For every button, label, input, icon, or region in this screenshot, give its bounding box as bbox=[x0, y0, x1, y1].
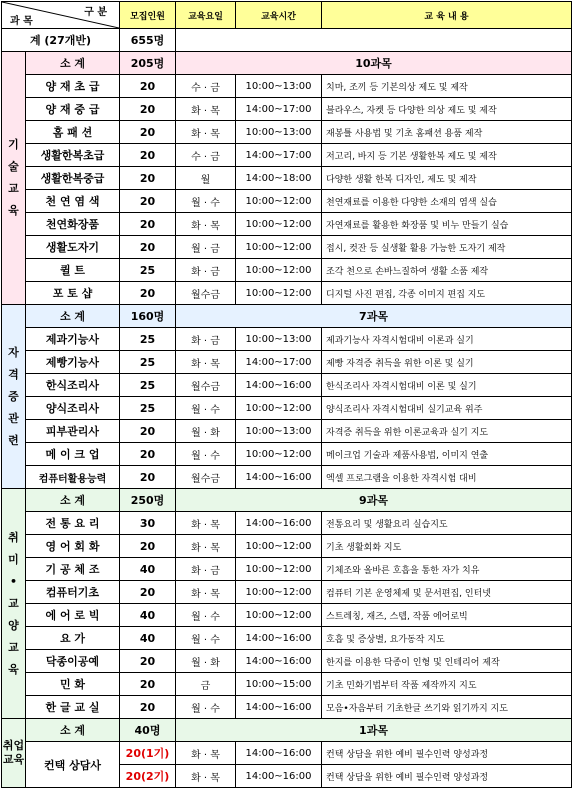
category-cell: 취업 교육 bbox=[2, 719, 26, 788]
course-name: 컴퓨터기초 bbox=[26, 581, 120, 604]
course-days: 화 · 목 bbox=[176, 351, 236, 374]
course-time: 10:00~12:00 bbox=[236, 397, 322, 420]
course-days: 화 · 목 bbox=[176, 121, 236, 144]
course-content: 저고리, 바지 등 기본 생활한복 제도 및 제작 bbox=[322, 144, 572, 167]
course-content: 제과기능사 자격시험대비 이론과 실기 bbox=[322, 328, 572, 351]
course-count: 20 bbox=[120, 144, 176, 167]
course-count: 30 bbox=[120, 512, 176, 535]
table-row bbox=[2, 144, 572, 167]
table-row bbox=[2, 282, 572, 305]
table-row bbox=[2, 581, 572, 604]
course-days: 월수금 bbox=[176, 374, 236, 397]
course-count: 20 bbox=[120, 121, 176, 144]
course-days: 화 · 목 bbox=[176, 581, 236, 604]
course-count: 20 bbox=[120, 581, 176, 604]
header-days: 교육요일 bbox=[176, 2, 236, 29]
subtotal-row bbox=[2, 52, 572, 75]
course-name: 전 통 요 리 bbox=[26, 512, 120, 535]
course-name: 영 어 회 화 bbox=[26, 535, 120, 558]
course-days: 월 · 금 bbox=[176, 236, 236, 259]
course-days: 월 bbox=[176, 167, 236, 190]
table-row bbox=[2, 328, 572, 351]
course-time: 10:00~12:00 bbox=[236, 213, 322, 236]
course-name: 퀼 트 bbox=[26, 259, 120, 282]
course-content: 엑셀 프로그램을 이용한 자격시험 대비 bbox=[322, 466, 572, 489]
course-time: 14:00~16:00 bbox=[236, 466, 322, 489]
course-days: 화 · 금 bbox=[176, 259, 236, 282]
course-content: 치마, 조끼 등 기본의상 제도 및 제작 bbox=[322, 75, 572, 98]
header-recruit: 모집인원 bbox=[120, 2, 176, 29]
course-time: 14:00~16:00 bbox=[236, 696, 322, 719]
course-count: 20 bbox=[120, 466, 176, 489]
subtotal-row bbox=[2, 305, 572, 328]
course-content: 전통요리 및 생활요리 실습지도 bbox=[322, 512, 572, 535]
course-time: 14:00~16:00 bbox=[236, 650, 322, 673]
course-content: 조각 천으로 손바느질하여 생활 소품 제작 bbox=[322, 259, 572, 282]
course-name: 양 재 초 급 bbox=[26, 75, 120, 98]
course-name: 메 이 크 업 bbox=[26, 443, 120, 466]
course-count: 20 bbox=[120, 236, 176, 259]
total-row bbox=[2, 29, 572, 52]
course-time: 14:00~17:00 bbox=[236, 144, 322, 167]
course-count: 20 bbox=[120, 282, 176, 305]
course-name: 천 연 염 색 bbox=[26, 190, 120, 213]
course-content: 모음•자음부터 기초한글 쓰기와 읽기까지 지도 bbox=[322, 696, 572, 719]
course-time: 10:00~12:00 bbox=[236, 259, 322, 282]
course-days: 월 · 화 bbox=[176, 650, 236, 673]
total-count: 655명 bbox=[120, 29, 176, 52]
course-content: 한식조리사 자격시험대비 이론 및 실기 bbox=[322, 374, 572, 397]
course-time: 10:00~12:00 bbox=[236, 190, 322, 213]
course-count: 20 bbox=[120, 443, 176, 466]
table-row bbox=[2, 742, 572, 765]
table-row bbox=[2, 420, 572, 443]
course-content: 컨택 상담을 위한 예비 필수인력 양성과정 bbox=[322, 742, 572, 765]
course-count: 20(1기) bbox=[120, 742, 176, 765]
course-count: 25 bbox=[120, 374, 176, 397]
course-time: 10:00~12:00 bbox=[236, 581, 322, 604]
course-content: 스트레칭, 재즈, 스텝, 작품 에어로빅 bbox=[322, 604, 572, 627]
course-time: 10:00~12:00 bbox=[236, 236, 322, 259]
course-days: 화 · 금 bbox=[176, 328, 236, 351]
course-name: 한식조리사 bbox=[26, 374, 120, 397]
course-content: 컨택 상담을 위한 예비 필수인력 양성과정 bbox=[322, 765, 572, 788]
subtotal-label: 소 계 bbox=[26, 489, 120, 512]
course-name: 컨택 상담사 bbox=[26, 742, 120, 788]
course-time: 14:00~16:00 bbox=[236, 742, 322, 765]
course-time: 10:00~12:00 bbox=[236, 535, 322, 558]
course-content: 컴퓨터 기본 운영체제 및 문서편집, 인터넷 bbox=[322, 581, 572, 604]
course-name: 양식조리사 bbox=[26, 397, 120, 420]
table-row bbox=[2, 443, 572, 466]
course-days: 월수금 bbox=[176, 282, 236, 305]
table-row bbox=[2, 696, 572, 719]
table-row bbox=[2, 374, 572, 397]
course-days: 월 · 수 bbox=[176, 443, 236, 466]
course-count: 20 bbox=[120, 213, 176, 236]
course-time: 10:00~12:00 bbox=[236, 282, 322, 305]
course-time: 10:00~12:00 bbox=[236, 443, 322, 466]
course-content: 천연재료를 이용한 다양한 소재의 염색 실습 bbox=[322, 190, 572, 213]
course-name: 피부관리사 bbox=[26, 420, 120, 443]
course-count: 25 bbox=[120, 351, 176, 374]
course-time: 14:00~16:00 bbox=[236, 374, 322, 397]
course-time: 10:00~13:00 bbox=[236, 121, 322, 144]
course-days: 수 · 금 bbox=[176, 144, 236, 167]
course-time: 14:00~17:00 bbox=[236, 351, 322, 374]
course-name: 천연화장품 bbox=[26, 213, 120, 236]
course-time: 10:00~13:00 bbox=[236, 75, 322, 98]
category-cell: 자 격 증 관 련 bbox=[2, 305, 26, 489]
subtotal-count: 40명 bbox=[120, 719, 176, 742]
course-count: 25 bbox=[120, 397, 176, 420]
total-label: 계 (27개반) bbox=[2, 29, 120, 52]
table-row bbox=[2, 397, 572, 420]
course-name: 제과기능사 bbox=[26, 328, 120, 351]
diagonal-header-cell bbox=[2, 2, 120, 29]
table-row bbox=[2, 213, 572, 236]
course-days: 월 · 수 bbox=[176, 397, 236, 420]
subtotal-label: 소 계 bbox=[26, 52, 120, 75]
course-content: 기초 민화기법부터 작품 제작까지 지도 bbox=[322, 673, 572, 696]
table-row bbox=[2, 558, 572, 581]
course-time: 14:00~16:00 bbox=[236, 512, 322, 535]
course-name: 생활한복중급 bbox=[26, 167, 120, 190]
course-name: 제빵기능사 bbox=[26, 351, 120, 374]
course-time: 14:00~16:00 bbox=[236, 627, 322, 650]
table-row bbox=[2, 466, 572, 489]
course-count: 20 bbox=[120, 420, 176, 443]
course-count: 20 bbox=[120, 696, 176, 719]
course-count: 25 bbox=[120, 259, 176, 282]
table-row bbox=[2, 673, 572, 696]
course-days: 금 bbox=[176, 673, 236, 696]
course-content: 접시, 컷잔 등 실생활 활용 가능한 도자기 제작 bbox=[322, 236, 572, 259]
course-content: 제빵 자격증 취득을 위한 이론 및 실기 bbox=[322, 351, 572, 374]
course-days: 수 · 금 bbox=[176, 75, 236, 98]
header-time: 교육시간 bbox=[236, 2, 322, 29]
course-count: 20 bbox=[120, 535, 176, 558]
course-content: 자연재료를 활용한 화장품 및 비누 만들기 실습 bbox=[322, 213, 572, 236]
category-cell: 기 술 교 육 bbox=[2, 52, 26, 305]
subtotal-count: 205명 bbox=[120, 52, 176, 75]
course-time: 10:00~13:00 bbox=[236, 328, 322, 351]
subtotal-row bbox=[2, 719, 572, 742]
course-time: 10:00~13:00 bbox=[236, 420, 322, 443]
course-content: 한지를 이용한 닥종이 인형 및 인테리어 제작 bbox=[322, 650, 572, 673]
total-blank bbox=[176, 29, 572, 52]
course-name: 닥종이공예 bbox=[26, 650, 120, 673]
course-content: 디지털 사진 편집, 각종 이미지 편집 지도 bbox=[322, 282, 572, 305]
course-count: 40 bbox=[120, 558, 176, 581]
course-count: 20 bbox=[120, 673, 176, 696]
course-count: 20 bbox=[120, 190, 176, 213]
course-count: 20 bbox=[120, 98, 176, 121]
course-count: 20 bbox=[120, 75, 176, 98]
table-row bbox=[2, 259, 572, 282]
course-name: 홈 패 션 bbox=[26, 121, 120, 144]
course-days: 화 · 목 bbox=[176, 98, 236, 121]
course-name: 한 글 교 실 bbox=[26, 696, 120, 719]
subtotal-row bbox=[2, 489, 572, 512]
table-row bbox=[2, 190, 572, 213]
course-name: 기 공 체 조 bbox=[26, 558, 120, 581]
course-name: 포 토 샵 bbox=[26, 282, 120, 305]
course-content: 기초 생활회화 지도 bbox=[322, 535, 572, 558]
course-days: 화 · 목 bbox=[176, 535, 236, 558]
table-row bbox=[2, 627, 572, 650]
subtotal-summary: 10과목 bbox=[176, 52, 572, 75]
course-days: 월 · 화 bbox=[176, 420, 236, 443]
subtotal-summary: 9과목 bbox=[176, 489, 572, 512]
course-name: 양 재 중 급 bbox=[26, 98, 120, 121]
subtotal-summary: 7과목 bbox=[176, 305, 572, 328]
header-row bbox=[2, 2, 572, 29]
course-count: 25 bbox=[120, 328, 176, 351]
course-name: 요 가 bbox=[26, 627, 120, 650]
course-time: 14:00~17:00 bbox=[236, 98, 322, 121]
course-time: 10:00~12:00 bbox=[236, 604, 322, 627]
table-row bbox=[2, 351, 572, 374]
course-count: 20 bbox=[120, 167, 176, 190]
category-cell: 취 미 • 교 양 교 육 bbox=[2, 489, 26, 719]
course-time: 14:00~18:00 bbox=[236, 167, 322, 190]
course-time: 10:00~15:00 bbox=[236, 673, 322, 696]
course-days: 화 · 목 bbox=[176, 765, 236, 788]
course-days: 월 · 수 bbox=[176, 696, 236, 719]
course-days: 화 · 목 bbox=[176, 213, 236, 236]
course-content: 메이크업 기술과 제품사용법, 이미지 연출 bbox=[322, 443, 572, 466]
course-content: 다양한 생활 한복 디자인, 제도 및 제작 bbox=[322, 167, 572, 190]
course-time: 10:00~12:00 bbox=[236, 558, 322, 581]
course-days: 화 · 목 bbox=[176, 512, 236, 535]
schedule-table bbox=[1, 1, 572, 788]
subtotal-label: 소 계 bbox=[26, 305, 120, 328]
course-name: 민 화 bbox=[26, 673, 120, 696]
course-days: 화 · 목 bbox=[176, 742, 236, 765]
course-days: 월 · 수 bbox=[176, 604, 236, 627]
course-time: 14:00~16:00 bbox=[236, 765, 322, 788]
header-category: 구 분 bbox=[84, 7, 107, 18]
course-count: 40 bbox=[120, 627, 176, 650]
table-row bbox=[2, 604, 572, 627]
course-content: 재봉틀 사용법 및 기초 홈패션 용품 제작 bbox=[322, 121, 572, 144]
table-row bbox=[2, 98, 572, 121]
subtotal-count: 250명 bbox=[120, 489, 176, 512]
course-count: 40 bbox=[120, 604, 176, 627]
table-row bbox=[2, 167, 572, 190]
course-content: 양식조리사 자격시험대비 실기교육 위주 bbox=[322, 397, 572, 420]
course-name: 컴퓨터활용능력 bbox=[26, 466, 120, 489]
course-days: 화 · 금 bbox=[176, 558, 236, 581]
table-row bbox=[2, 650, 572, 673]
course-days: 월 · 수 bbox=[176, 190, 236, 213]
course-name: 에 어 로 빅 bbox=[26, 604, 120, 627]
subtotal-label: 소 계 bbox=[26, 719, 120, 742]
header-content: 교 육 내 용 bbox=[322, 2, 572, 29]
course-days: 월수금 bbox=[176, 466, 236, 489]
course-name: 생활한복초급 bbox=[26, 144, 120, 167]
course-content: 자격증 취득을 위한 이론교육과 실기 지도 bbox=[322, 420, 572, 443]
subtotal-summary: 1과목 bbox=[176, 719, 572, 742]
course-count: 20(2기) bbox=[120, 765, 176, 788]
table-row bbox=[2, 512, 572, 535]
course-name: 생활도자기 bbox=[26, 236, 120, 259]
subtotal-count: 160명 bbox=[120, 305, 176, 328]
course-days: 월 · 수 bbox=[176, 627, 236, 650]
header-subject: 과 목 bbox=[10, 16, 33, 27]
table-row bbox=[2, 75, 572, 98]
table-row bbox=[2, 121, 572, 144]
course-count: 20 bbox=[120, 650, 176, 673]
course-content: 기체조와 올바른 호흡을 통한 자가 치유 bbox=[322, 558, 572, 581]
table-row bbox=[2, 236, 572, 259]
table-row bbox=[2, 535, 572, 558]
course-content: 호흡 및 증상별, 요가동작 지도 bbox=[322, 627, 572, 650]
course-content: 블라우스, 자켓 등 다양한 의상 제도 및 제작 bbox=[322, 98, 572, 121]
